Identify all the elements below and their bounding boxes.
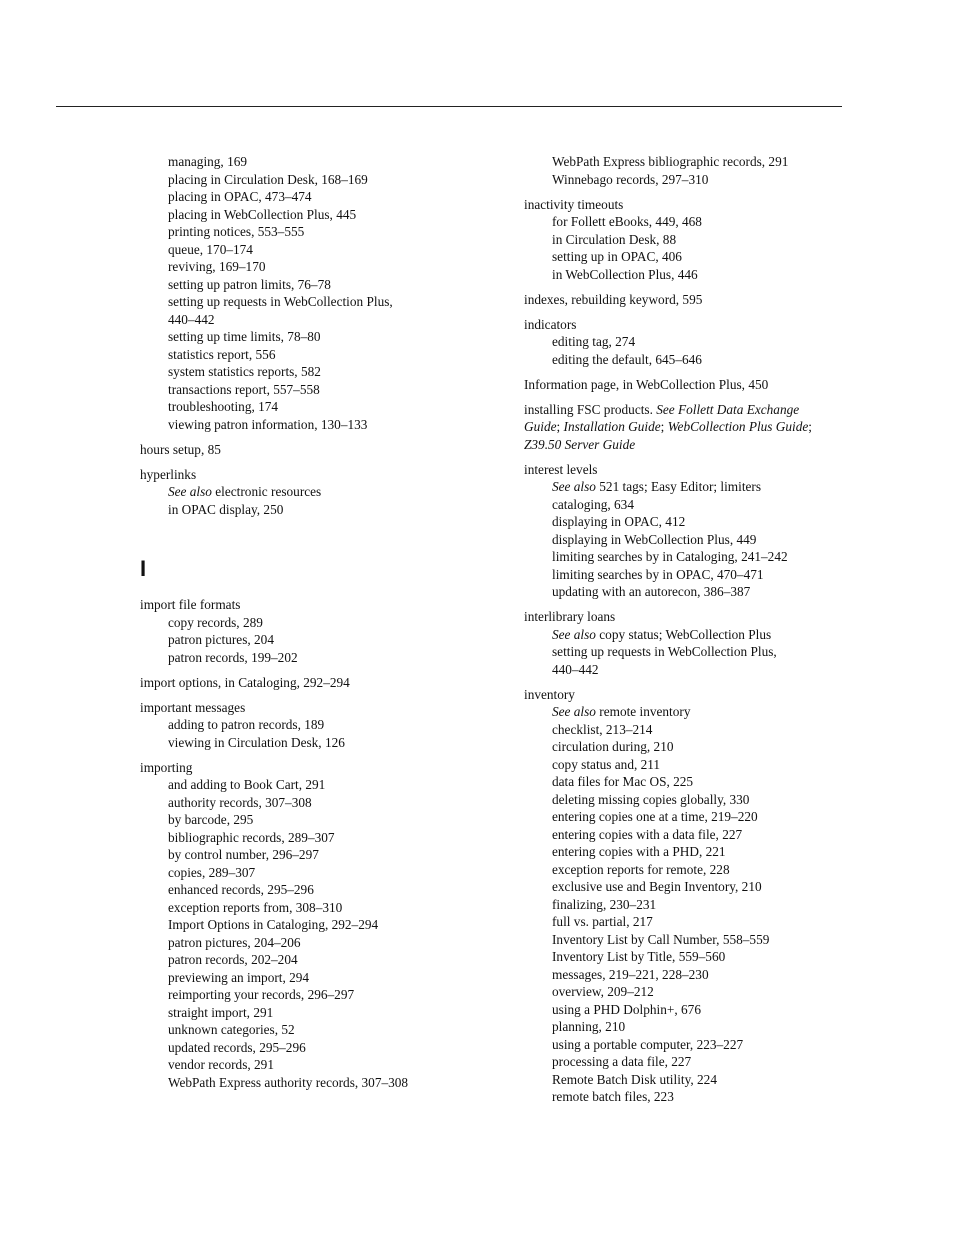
index-main-term: interlibrary loans: [524, 609, 616, 624]
index-subentry: copy status and, 211: [552, 756, 661, 772]
index-subentry: patron records, 199–202: [168, 649, 298, 665]
index-subentry: cataloging, 634: [552, 496, 634, 512]
see-ref-separator: ;: [660, 419, 668, 434]
index-subentry: remote batch files, 223: [552, 1089, 674, 1104]
index-subentry: setting up in OPAC, 406: [552, 249, 682, 264]
index-entry-indexes: [524, 291, 844, 309]
index-subentry-continuation: 440–442: [168, 311, 215, 327]
index-subentry: WebPath Express bibliographic records, 291: [552, 154, 789, 169]
see-ref-webcollection-guide: WebCollection Plus Guide: [667, 419, 809, 434]
index-subentry: updating with an autorecon, 386–387: [552, 584, 751, 599]
index-subentry: exception reports from, 308–310: [168, 899, 343, 915]
index-subentry: editing the default, 645–646: [552, 351, 702, 367]
index-subentry: patron records, 202–204: [168, 952, 298, 967]
index-subentry: in OPAC display, 250: [168, 501, 284, 517]
index-subentry: managing, 169: [168, 154, 248, 169]
index-see-also: [524, 703, 844, 721]
index-subentry: troubleshooting, 174: [168, 399, 279, 414]
index-subentry: displaying in OPAC, 412: [552, 514, 686, 529]
index-subentry: overview, 209–212: [552, 984, 654, 999]
index-main-term: import file formats: [140, 597, 241, 612]
index-see-also: [524, 478, 844, 496]
index-subentry: vendor records, 291: [168, 1057, 274, 1072]
index-subentry: entering copies one at a time, 219–220: [552, 809, 758, 824]
see-also-label: See also: [552, 704, 596, 719]
index-subentry: in Circulation Desk, 88: [552, 231, 677, 247]
index-main-term: inventory: [524, 686, 575, 702]
see-also-text: remote inventory: [595, 704, 691, 719]
index-subentry: previewing an import, 294: [168, 969, 310, 985]
index-subentry: entering copies with a PHD, 221: [552, 844, 726, 859]
index-subentry: Remote Batch Disk utility, 224: [552, 1071, 717, 1087]
index-entry-continued: [140, 153, 470, 433]
index-main-term: import options, in Cataloging, 292–294: [140, 674, 350, 690]
index-subentry: in WebCollection Plus, 446: [552, 266, 698, 282]
index-subentry-continuation: 440–442: [552, 661, 599, 677]
index-subentry: setting up requests in WebCollection Plus,: [168, 294, 393, 309]
index-subentry: queue, 170–174: [168, 241, 253, 257]
index-entry-hyperlinks: [140, 466, 470, 519]
index-entry-import-file-formats: [140, 596, 470, 666]
see-ref-separator: ;: [556, 419, 564, 434]
index-subentry: processing a data file, 227: [552, 1054, 692, 1069]
index-see-also: [140, 483, 470, 501]
index-subentry: limiting searches by in OPAC, 470–471: [552, 566, 764, 582]
index-entry-interlibrary-loans: [524, 608, 844, 678]
index-subentry: transactions report, 557–558: [168, 381, 320, 397]
index-main-term: importing: [140, 759, 193, 775]
index-subentry: finalizing, 230–231: [552, 896, 657, 912]
see-also-text: electronic resources: [211, 484, 322, 499]
index-entry-inventory: [524, 686, 844, 1106]
index-subentry: unknown categories, 52: [168, 1022, 295, 1037]
index-main-term: indexes, rebuilding keyword, 595: [524, 291, 703, 307]
index-subentry: Import Options in Cataloging, 292–294: [168, 917, 379, 932]
index-subentry: deleting missing copies globally, 330: [552, 791, 750, 807]
index-main-term: [524, 401, 844, 419]
index-main-term: Information page, in WebCollection Plus, 450: [524, 376, 769, 392]
index-main-term: hyperlinks: [140, 466, 197, 482]
index-subentry: messages, 219–221, 228–230: [552, 966, 709, 982]
index-subentry: straight import, 291: [168, 1004, 274, 1020]
index-subentry: placing in OPAC, 473–474: [168, 189, 312, 204]
index-subentry: Inventory List by Call Number, 558–559: [552, 931, 770, 947]
index-subentry: enhanced records, 295–296: [168, 882, 314, 897]
see-ref-guide: Guide: [524, 419, 557, 434]
index-see-continuation: [524, 418, 844, 436]
index-subentry: entering copies with a data file, 227: [552, 826, 743, 842]
index-entry-continued: [524, 153, 844, 188]
index-subentry: copies, 289–307: [168, 864, 256, 880]
index-entry-import-options: [140, 674, 470, 692]
index-subentry: exclusive use and Begin Inventory, 210: [552, 879, 762, 894]
index-subentry: by control number, 296–297: [168, 847, 319, 862]
index-subentry: setting up time limits, 78–80: [168, 329, 321, 344]
index-see-also: [524, 626, 844, 644]
index-subentry: adding to patron records, 189: [168, 717, 325, 732]
see-also-label: See also: [168, 484, 212, 499]
index-subentry: printing notices, 553–555: [168, 224, 305, 239]
index-subentry: Inventory List by Title, 559–560: [552, 949, 726, 964]
index-entry-indicators: [524, 316, 844, 369]
index-main-term: hours setup, 85: [140, 441, 221, 457]
see-also-label: See also: [552, 626, 596, 642]
index-subentry: placing in Circulation Desk, 168–169: [168, 171, 368, 187]
index-subentry: patron pictures, 204–206: [168, 934, 301, 950]
index-subentry: placing in WebCollection Plus, 445: [168, 206, 357, 222]
index-entry-installing: [524, 401, 844, 454]
index-main-term: inactivity timeouts: [524, 196, 624, 212]
see-also-text: copy status; WebCollection Plus: [595, 626, 772, 642]
index-subentry: for Follett eBooks, 449, 468: [552, 214, 702, 229]
index-subentry: authority records, 307–308: [168, 794, 312, 810]
see-also-text: 521 tags; Easy Editor; limiters: [595, 479, 762, 494]
see-ref-z3950-guide: Z39.50 Server Guide: [524, 436, 636, 452]
index-column-right: [524, 153, 844, 1113]
index-subentry: displaying in WebCollection Plus, 449: [552, 531, 757, 547]
header-rule: [56, 106, 842, 107]
index-subentry: using a portable computer, 223–227: [552, 1036, 744, 1052]
index-entry-important-messages: [140, 699, 470, 752]
index-subentry: updated records, 295–296: [168, 1039, 306, 1055]
index-entry-inactivity-timeouts: [524, 196, 844, 284]
index-subentry: viewing patron information, 130–133: [168, 416, 368, 432]
index-column-left: [140, 153, 470, 1099]
installing-see-reference: See Follett Data Exchange: [656, 401, 800, 417]
index-subentry: Winnebago records, 297–310: [552, 171, 709, 187]
index-subentry: full vs. partial, 217: [552, 914, 653, 929]
index-main-term: important messages: [140, 699, 246, 715]
index-entry-interest-levels: [524, 461, 844, 601]
index-subentry: patron pictures, 204: [168, 632, 274, 647]
index-subentry: data files for Mac OS, 225: [552, 774, 694, 789]
section-letter-heading: I: [140, 556, 147, 581]
index-entry-information-page: [524, 376, 844, 394]
index-subentry: reviving, 169–170: [168, 259, 266, 274]
index-subentry: viewing in Circulation Desk, 126: [168, 734, 345, 750]
see-ref-installation-guide: Installation Guide: [563, 419, 661, 434]
see-ref-separator: ;: [808, 419, 812, 434]
index-subentry: copy records, 289: [168, 614, 263, 630]
index-subentry: system statistics reports, 582: [168, 364, 321, 379]
index-subentry: statistics report, 556: [168, 346, 276, 362]
index-subentry: using a PHD Dolphin+, 676: [552, 1001, 701, 1017]
index-subentry: reimporting your records, 296–297: [168, 987, 355, 1002]
index-subentry: planning, 210: [552, 1019, 626, 1034]
index-subentry: editing tag, 274: [552, 334, 636, 349]
index-subentry: WebPath Express authority records, 307–308: [168, 1074, 409, 1090]
index-entry-importing: [140, 759, 470, 1092]
index-subentry: by barcode, 295: [168, 812, 254, 827]
index-subentry: exception reports for remote, 228: [552, 861, 730, 877]
index-subentry: checklist, 213–214: [552, 721, 653, 737]
index-subentry: setting up patron limits, 76–78: [168, 276, 331, 292]
index-main-term: indicators: [524, 316, 577, 332]
index-subentry: circulation during, 210: [552, 739, 674, 754]
index-main-term: interest levels: [524, 461, 598, 477]
index-subentry: bibliographic records, 289–307: [168, 829, 335, 845]
index-subentry: limiting searches by in Cataloging, 241–242: [552, 549, 788, 564]
index-subentry: and adding to Book Cart, 291: [168, 777, 326, 792]
index-subentry: setting up requests in WebCollection Plus,: [552, 644, 777, 659]
see-also-label: See also: [552, 479, 596, 494]
installing-prefix: installing FSC products.: [524, 401, 657, 417]
index-entry-hours-setup: [140, 441, 470, 459]
